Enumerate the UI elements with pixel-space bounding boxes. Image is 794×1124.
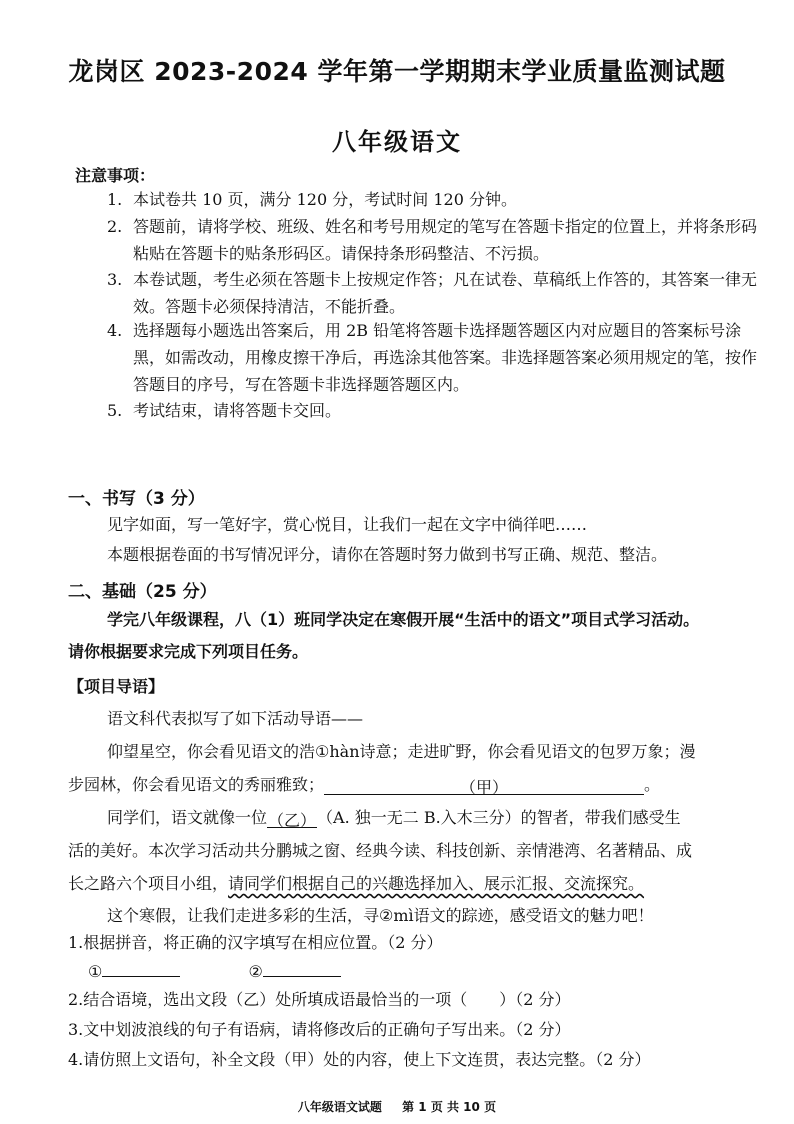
pinyin-2: mì: [393, 906, 414, 925]
notice-item-number: 5.: [107, 401, 123, 420]
notice-item-number: 3.: [107, 270, 123, 289]
notice-item: [107, 213, 767, 267]
footer-exam-name: 八年级语文试题: [297, 1100, 382, 1114]
wavy-underlined-sentence: 请同学们根据自己的兴趣选择加入、展示汇报、交流探究。: [228, 874, 645, 893]
question-1: 1.根据拼音，将正确的汉字填写在相应位置。（2 分）: [68, 933, 443, 952]
blank-marker-2: ②: [379, 906, 394, 925]
page-footer: [0, 1098, 794, 1115]
passage-line-5: [68, 870, 644, 897]
answer-label-1: ①: [88, 962, 103, 981]
notice-item: [107, 317, 767, 398]
passage-text: 这个寒假，让我们走进多彩的生活，寻: [107, 906, 380, 925]
passage-line-2: [68, 771, 660, 798]
notice-item-text: 答题前，请将学校、班级、姓名和考号用规定的笔写在答题卡指定的位置上，并将条形码粘贴在答题卡的贴条形码区。请保持条形码整洁、不污损。: [133, 217, 758, 263]
section-basics-heading: 二、基础（25 分）: [68, 582, 217, 602]
question-2: 2.结合语境，选出文段（乙）处所填成语最恰当的一项（ ）（2 分）: [68, 990, 571, 1009]
basics-intro-line-1: 学完八年级课程，八（1）班同学决定在寒假开展“生活中的语文”项目式学习活动。: [107, 610, 700, 629]
writing-paragraph-1: 见字如面，写一笔好字，赏心悦目，让我们一起在文字中徜徉吧……: [107, 515, 588, 534]
basics-intro-line-2: 请你根据要求完成下列项目任务。: [68, 642, 309, 661]
answer-line-1[interactable]: [102, 962, 180, 977]
notice-item-number: 2.: [107, 217, 123, 236]
question-4: 4.请仿照上文语句，补全文段（甲）处的内容，使上下文连贯，表达完整。（2 分）: [68, 1050, 651, 1069]
blank-marker-1: ①: [315, 742, 330, 761]
project-heading: 【项目导语】: [68, 677, 165, 696]
notice-item-number: 1.: [107, 190, 123, 209]
notice-item-number: 4.: [107, 321, 123, 340]
writing-paragraph-2: 本题根据卷面的书写情况评分，请你在答题时努力做到书写正确、规范、整洁。: [107, 545, 668, 564]
blank-yi: （乙）: [267, 807, 317, 828]
question-3: 3.文中划波浪线的句子有语病，请将修改后的正确句子写出来。（2 分）: [68, 1020, 571, 1039]
pinyin-1: hàn: [329, 742, 360, 761]
passage-text: 长之路六个项目小组，: [68, 874, 229, 893]
footer-page-number: 第 1 页 共 10 页: [402, 1100, 497, 1114]
notice-item-text: 本卷试题，考生必须在答题卡上按规定作答；凡在试卷、草稿纸上作答的，其答案一律无效。答题卡必须保持清洁，不能折叠。: [133, 270, 758, 316]
notice-item: [107, 266, 767, 320]
blank-jia: （甲）: [324, 774, 644, 795]
passage-line-6: [107, 902, 654, 929]
section-writing-heading: 一、书写（3 分）: [68, 489, 205, 509]
activity-lead: 语文科代表拟写了如下活动导语——: [107, 709, 364, 728]
notice-item: [107, 397, 767, 424]
passage-text: 语文的踪迹，感受语文的魅力吧！: [413, 906, 654, 925]
notice-item: [107, 186, 767, 213]
passage-text: 仰望星空，你会看见语文的浩: [107, 742, 316, 761]
question-1-answers: [88, 958, 341, 985]
notice-heading: 注意事项：: [75, 166, 156, 185]
passage-line-3: [107, 804, 681, 831]
answer-line-2[interactable]: [263, 962, 341, 977]
notice-item-text: 考试结束，请将答题卡交回。: [133, 401, 342, 420]
passage-text: （A. 独一无二 B.入木三分）的智者，带我们感受生: [317, 808, 681, 827]
notice-item-text: 选择题每小题选出答案后，用 2B 铅笔将答题卡选择题答题区内对应题目的答案标号涂黑，如需改动，用橡皮擦干净后，再选涂其他答案。非选择题答案必须用规定的笔，按作答题目的序号，写在答题卡非选择题答题区内。: [133, 321, 758, 394]
exam-title: 龙岗区 2023-2024 学年第一学期期末学业质量监测试题: [68, 57, 726, 86]
passage-text: 同学们，语文就像一位: [107, 808, 268, 827]
passage-line-4: 活的美好。本次学习活动共分鹏城之窗、经典今读、科技创新、亲情港湾、名著精品、成: [68, 841, 693, 860]
passage-text: 步园林，你会看见语文的秀丽雅致；: [68, 775, 325, 794]
passage-text: 。: [644, 775, 661, 794]
passage-line-1: [107, 738, 696, 765]
answer-label-2: ②: [248, 962, 263, 981]
passage-text: 诗意；走进旷野，你会看见语文的包罗万象；漫: [359, 742, 696, 761]
exam-subtitle: 八年级语文: [332, 128, 462, 156]
notice-item-text: 本试卷共 10 页，满分 120 分，考试时间 120 分钟。: [133, 190, 517, 209]
